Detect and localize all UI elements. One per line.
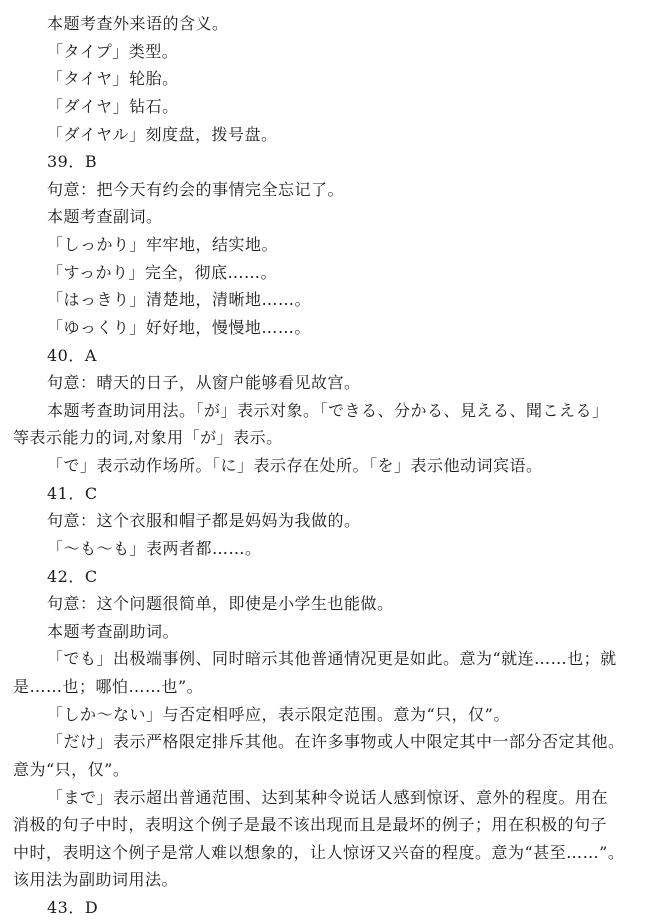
text-line: 本题考查外来语的含义。 (47, 14, 229, 33)
text-line: 「ダイヤ」钻石。 (47, 97, 179, 116)
text-line: 是……也；哪怕……也”。 (13, 677, 204, 696)
text-line: 中时，表明这个例子是常人难以想象的，让人惊讶又兴奋的程度。意为“甚至……”。 (13, 843, 625, 862)
question-number: 41．C (47, 484, 98, 503)
text-line: 意为“只，仅”。 (13, 760, 130, 779)
text-line: 「まで」表示超出普通范围、达到某种令说话人感到惊讶、意外的程度。用在 (47, 788, 609, 807)
text-line: 消极的句子中时，表明这个例子是最不该出现而且是最坏的例子；用在积极的句子 (13, 815, 608, 834)
text-line: 「はっきり」清楚地，清晰地……。 (47, 290, 312, 309)
text-line: 等表示能力的词,对象用「が」表示。 (13, 428, 283, 447)
text-line: 「で」表示动作场所。「に」表示存在处所。「を」表示他动词宾语。 (47, 456, 543, 475)
text-line: 句意：这个衣服和帽子都是妈妈为我做的。 (47, 511, 361, 530)
text-line: 「タイヤ」轮胎。 (47, 69, 179, 88)
text-line: 「しか～ない」与否定相呼应，表示限定范围。意为“只，仅”。 (47, 705, 510, 724)
text-line: 句意：晴天的日子，从窗户能够看见故宫。 (47, 373, 361, 392)
text-line: 「しっかり」牢牢地，结实地。 (47, 235, 279, 254)
text-line: 句意：这个问题很简单，即使是小学生也能做。 (47, 594, 394, 613)
text-line: 「ダイヤル」刻度盘，拨号盘。 (47, 125, 278, 144)
text-line: 该用法为副助词用法。 (13, 870, 179, 889)
text-line: 句意：把今天有约会的事情完全忘记了。 (47, 180, 345, 199)
question-number: 39．B (47, 152, 98, 171)
text-line: 本题考查副词。 (47, 207, 163, 226)
text-line: 本题考查副助词。 (47, 622, 180, 641)
text-line: 「だけ」表示严格限定排斥其他。在许多事物或人中限定其中一部分否定其他。 (47, 732, 625, 751)
text-line: 「～も～も」表两者都……。 (47, 539, 262, 558)
question-number: 42．C (47, 567, 98, 586)
text-line: 本题考查助词用法。「が」表示对象。「できる、分かる、見える、聞こえる」 (47, 401, 609, 420)
text-line: 「タイプ」类型。 (47, 42, 179, 61)
text-line: 「ゆっくり」好好地，慢慢地……。 (47, 318, 311, 337)
text-line: 「でも」出极端事例、同时暗示其他普通情况更是如此。意为“就连……也；就 (47, 649, 617, 668)
text-line: 「すっかり」完全，彻底……。 (47, 263, 278, 282)
question-number: 43．D (47, 898, 99, 917)
question-number: 40．A (47, 346, 97, 365)
